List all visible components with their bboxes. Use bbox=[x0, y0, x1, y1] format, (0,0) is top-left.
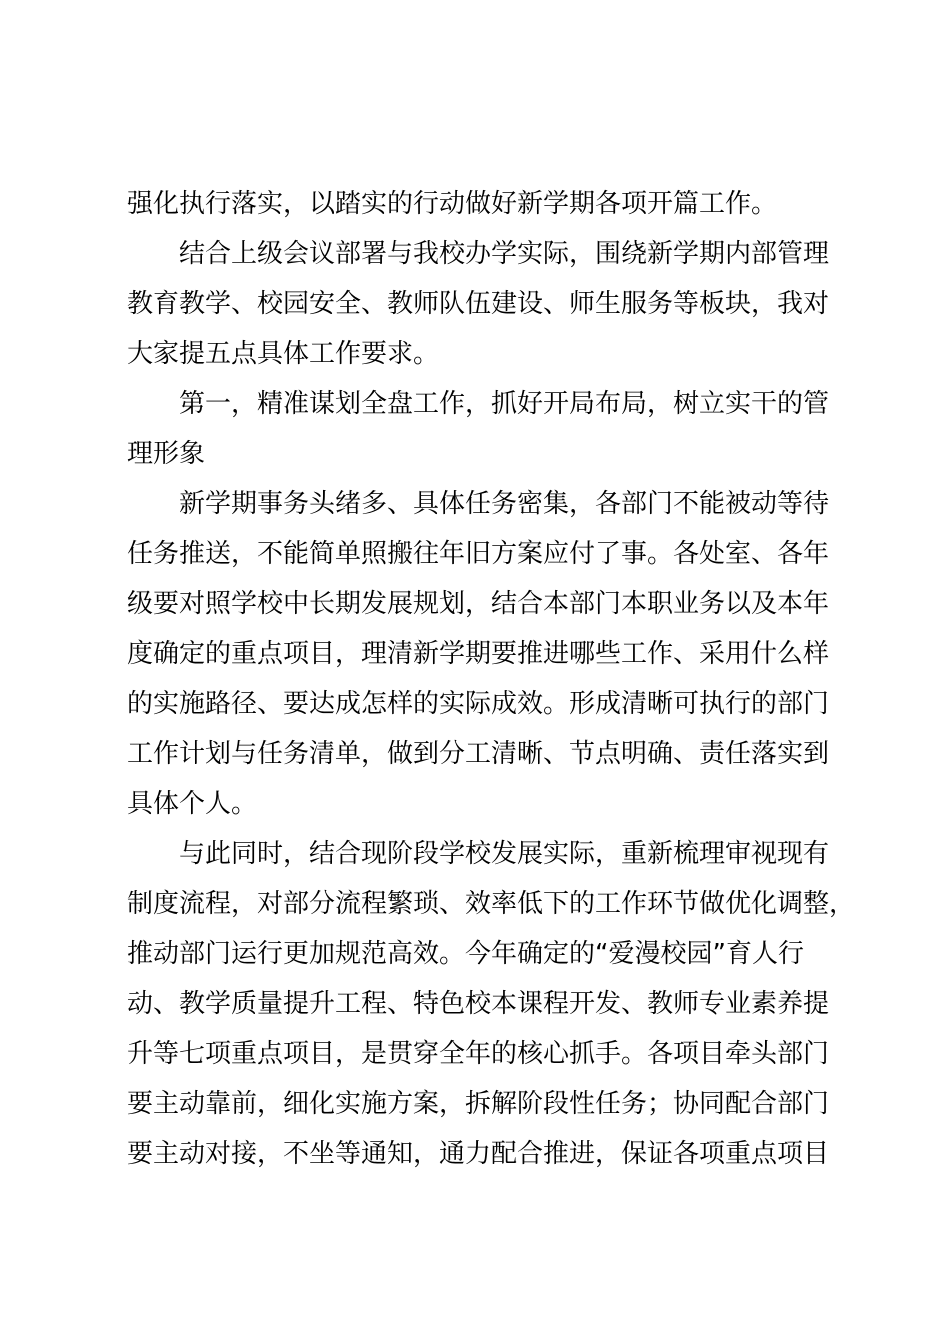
text-line: 动、教学质量提升工程、特色校本课程开发、教师专业素养提 bbox=[127, 989, 830, 1019]
text-line: 任务推送，不能简单照搬往年旧方案应付了事。各处室、各年 bbox=[127, 539, 830, 569]
text-line: 的实施路径、要达成怎样的实际成效。形成清晰可执行的部门 bbox=[127, 689, 830, 719]
text-line: 大家提五点具体工作要求。 bbox=[127, 339, 440, 369]
text-line: 要主动对接，不坐等通知，通力配合推进，保证各项重点项目 bbox=[127, 1139, 830, 1169]
text-line: 级要对照学校中长期发展规划，结合本部门本职业务以及本年 bbox=[127, 589, 830, 619]
text-line: 制度流程，对部分流程繁琐、效率低下的工作环节做优化调整， bbox=[127, 889, 856, 919]
text-line: 要主动靠前，细化实施方案，拆解阶段性任务；协同配合部门 bbox=[127, 1089, 830, 1119]
text-line: 教育教学、校园安全、教师队伍建设、师生服务等板块，我对 bbox=[127, 289, 830, 319]
section-heading-line: 第一，精准谋划全盘工作，抓好开局布局，树立实干的管 bbox=[179, 389, 830, 419]
section-heading-line: 理形象 bbox=[127, 439, 206, 469]
paragraph-first-line: 结合上级会议部署与我校办学实际，围绕新学期内部管理 bbox=[179, 239, 830, 269]
text-line: 强化执行落实，以踏实的行动做好新学期各项开篇工作。 bbox=[127, 189, 778, 219]
text-line: 工作计划与任务清单，做到分工清晰、节点明确、责任落实到 bbox=[127, 739, 830, 769]
text-line: 具体个人。 bbox=[127, 789, 258, 819]
text-line: 升等七项重点项目，是贯穿全年的核心抓手。各项目牵头部门 bbox=[127, 1039, 830, 1069]
paragraph-first-line: 新学期事务头绪多、具体任务密集，各部门不能被动等待 bbox=[179, 489, 830, 519]
text-line: 度确定的重点项目，理清新学期要推进哪些工作、采用什么样 bbox=[127, 639, 830, 669]
text-line: 推动部门运行更加规范高效。今年确定的“爱漫校园”育人行 bbox=[127, 939, 804, 969]
paragraph-first-line: 与此同时，结合现阶段学校发展实际，重新梳理审视现有 bbox=[179, 839, 830, 869]
